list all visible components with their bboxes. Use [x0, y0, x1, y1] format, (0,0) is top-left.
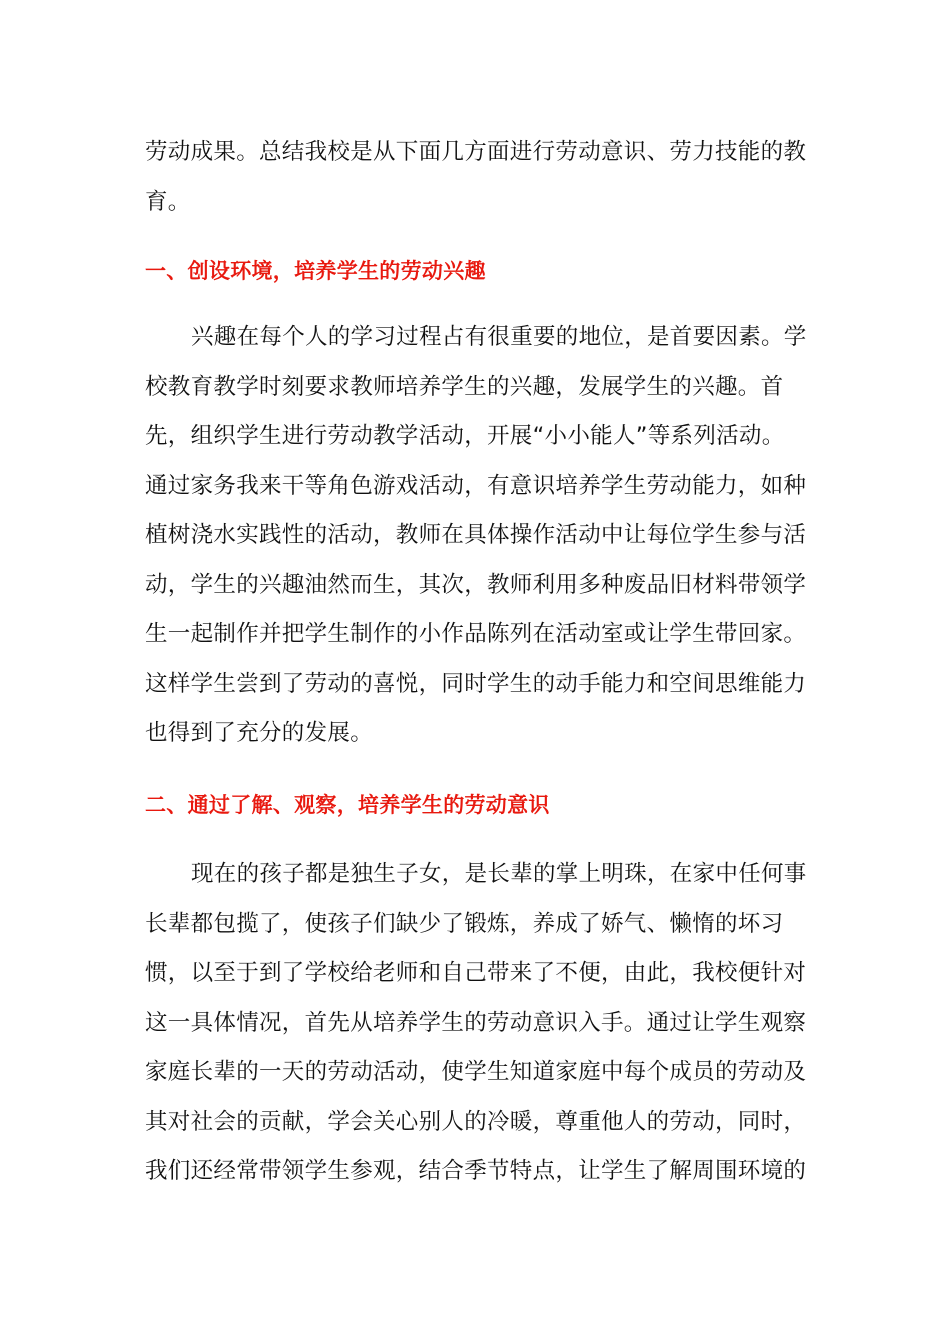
intro-line-1: 劳动成果。总结我校是从下面几方面进行劳动意识、劳力技能的教	[145, 139, 807, 165]
section-2-heading: 二、通过了解、观察，培养学生的劳动意识	[145, 793, 550, 817]
paragraph-line: 通过家务我来干等角色游戏活动，有意识培养学生劳动能力，如种	[145, 472, 807, 499]
paragraph-line: 这样学生尝到了劳动的喜悦，同时学生的动手能力和空间思维能力	[145, 670, 807, 697]
intro-paragraph	[145, 128, 810, 227]
paragraph-line: 生一起制作并把学生制作的小作品陈列在活动室或让学生带回家。	[145, 621, 807, 647]
paragraph-line: 植树浇水实践性的活动，教师在具体操作活动中让每位学生参与活	[145, 522, 807, 548]
section-2-paragraph	[145, 850, 810, 1197]
paragraph-line: 长辈都包揽了，使孩子们缺少了锻炼，养成了娇气、懒惰的坏习	[145, 910, 784, 937]
paragraph-line: 也得到了充分的发展。	[145, 720, 374, 746]
paragraph-line: 我们还经常带领学生参观，结合季节特点，让学生了解周围环境的	[145, 1158, 807, 1184]
paragraph-line: 动，学生的兴趣油然而生，其次，教师利用多种废品旧材料带领学	[145, 571, 807, 598]
paragraph-line: 其对社会的贡献，学会关心别人的冷暖，尊重他人的劳动，同时，	[145, 1108, 807, 1135]
paragraph-line: 校教育教学时刻要求教师培养学生的兴趣，发展学生的兴趣。首	[145, 373, 784, 400]
paragraph-line: 这一具体情况，首先从培养学生的劳动意识入手。通过让学生观察	[145, 1009, 807, 1036]
paragraph-line: 现在的孩子都是独生子女，是长辈的掌上明珠，在家中任何事	[191, 861, 807, 887]
paragraph-line: 惯，以至于到了学校给老师和自己带来了不便，由此，我校便针对	[145, 960, 807, 986]
section-1-paragraph	[145, 313, 810, 759]
paragraph-line: 兴趣在每个人的学习过程占有很重要的地位，是首要因素。学	[191, 324, 807, 350]
section-1-heading: 一、创设环境，培养学生的劳动兴趣	[145, 259, 486, 283]
paragraph-line: 家庭长辈的一天的劳动活动，使学生知道家庭中每个成员的劳动及	[145, 1059, 807, 1085]
paragraph-line: 先，组织学生进行劳动教学活动，开展“小小能人”等系列活动。	[145, 423, 785, 449]
intro-line-2: 育。	[145, 188, 191, 215]
